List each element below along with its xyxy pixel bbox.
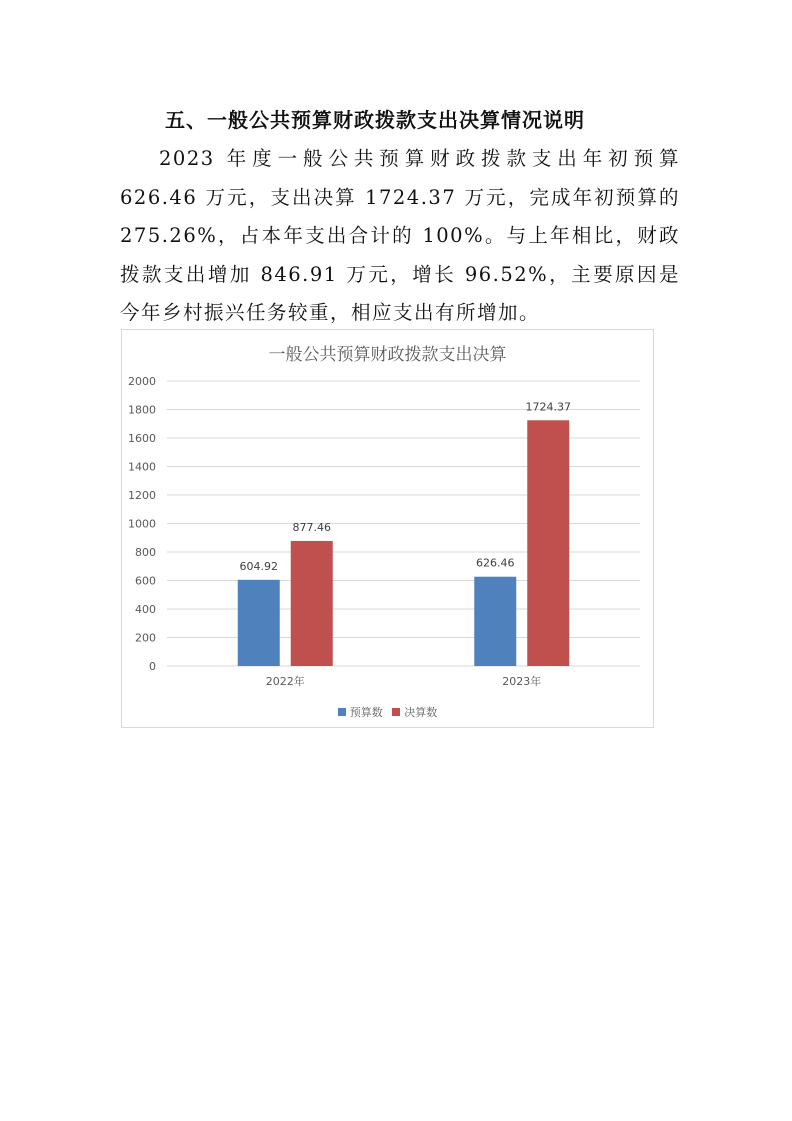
data-label: 877.46: [292, 520, 331, 534]
legend-label-final: 决算数: [404, 706, 438, 719]
chart-legend: [122, 704, 653, 720]
y-tick-label: 1200: [128, 489, 156, 502]
x-tick-label: 2022年: [265, 675, 305, 688]
bar: [527, 420, 569, 666]
data-label: 1724.37: [525, 400, 571, 414]
y-tick-label: 0: [149, 660, 156, 673]
y-tick-label: 600: [135, 574, 156, 588]
bar-chart: [121, 329, 654, 728]
y-tick-label: 1000: [128, 517, 156, 531]
legend-label-budget: 预算数: [349, 706, 383, 719]
legend-swatch-final: [392, 708, 400, 716]
x-tick-label: 2023年: [502, 675, 542, 688]
y-tick-label: 200: [135, 631, 156, 645]
section-heading: 五、一般公共预算财政拨款支出决算情况说明: [165, 108, 585, 132]
y-tick-label: 400: [135, 603, 156, 616]
chart-plot: [122, 330, 653, 727]
bar: [238, 580, 280, 666]
chart-title: 一般公共预算财政拨款支出决算: [268, 345, 507, 365]
y-tick-label: 1800: [128, 403, 156, 417]
body-paragraph: 2023 年度一般公共预算财政拨款支出年初预算 626.46 万元，支出决算 1724.37 万元，完成年初预算的 275.26%，占本年支出合计的 100%。与上年相比，财政拨款支出增加 846.91 万元，增长 96.52%，主要原因是今年乡村振兴任务较重，相应支出有所增加。: [120, 147, 680, 324]
legend-item-budget: [338, 704, 383, 720]
y-tick-label: 800: [135, 546, 156, 559]
bar: [291, 541, 333, 666]
y-tick-label: 1400: [128, 460, 156, 474]
data-label: 626.46: [476, 556, 515, 570]
legend-swatch-budget: [338, 708, 346, 716]
data-label: 604.92: [239, 559, 278, 573]
legend-item-final: [392, 704, 437, 720]
y-tick-label: 1600: [128, 432, 156, 445]
y-tick-label: 2000: [128, 375, 156, 388]
bar: [474, 577, 516, 666]
